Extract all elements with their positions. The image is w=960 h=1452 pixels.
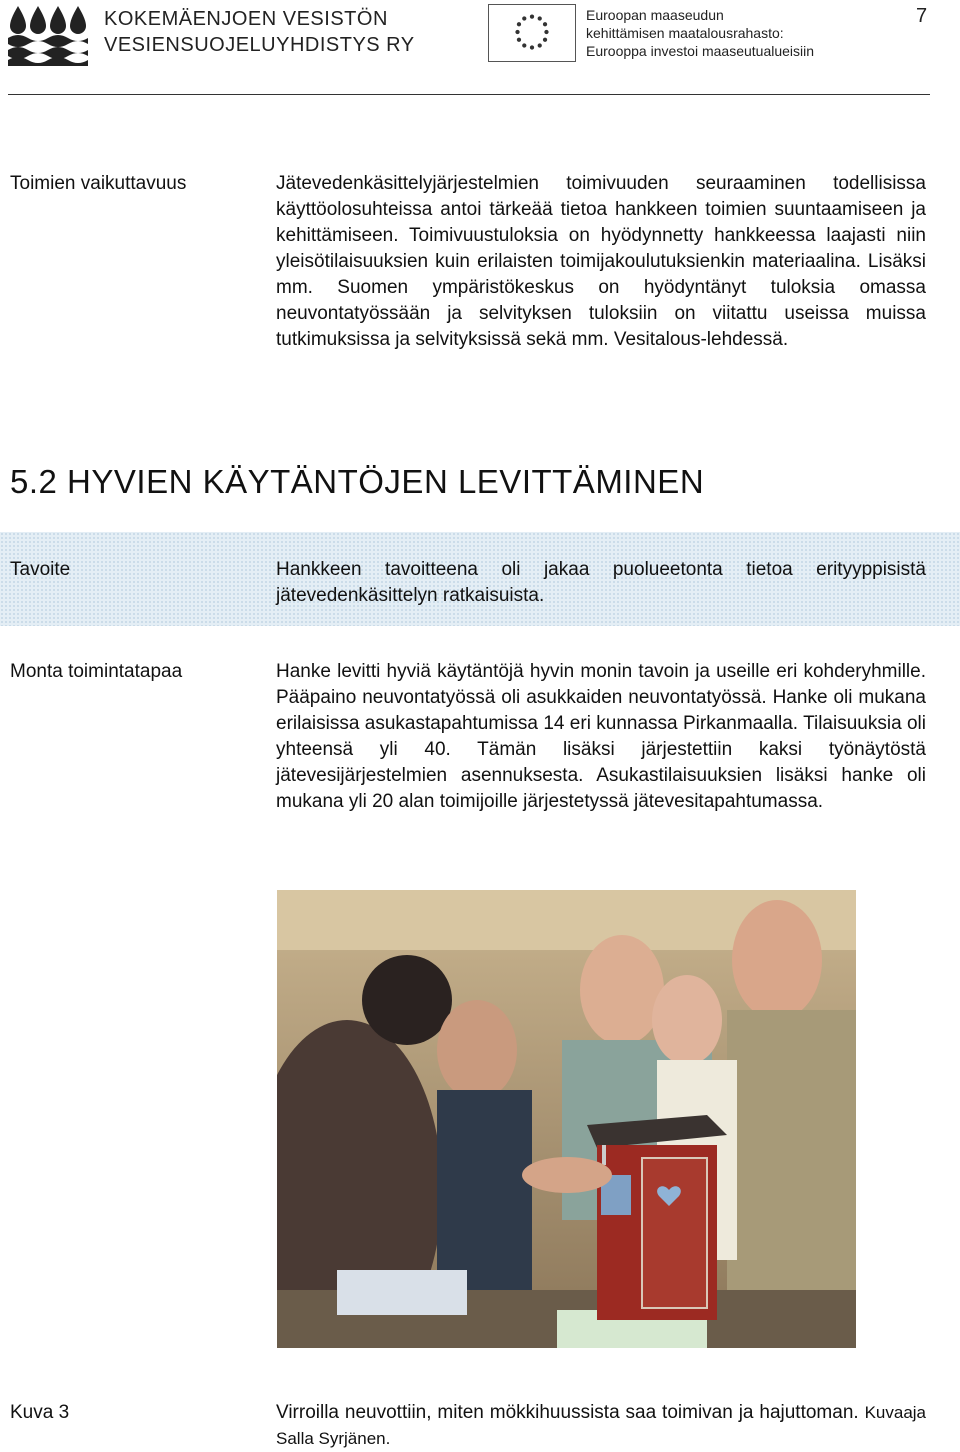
figure-caption-text: Virroilla neuvottiin, miten mökkihuussista saa toimivan ja hajuttoman. [276, 1402, 859, 1423]
photo-illustration [277, 890, 856, 1348]
eu-funding-line3: Eurooppa investoi maaseutualueisiin [586, 43, 815, 59]
figure-caption [276, 1400, 926, 1452]
goal-paragraph: Hankkeen tavoitteena oli jakaa puolueetonta tietoa erityyppisistä jätevedenkäsittelyn ratkaisuista. [276, 559, 926, 606]
photo-credit: Kuvaaja Salla Syrjänen. [276, 1403, 927, 1448]
page-number: 7 [916, 5, 928, 27]
effectiveness-paragraph: Jätevedenkäsittelyjärjestelmien toimivuuden seuraaminen todellisissa käyttöolosuhteissa antoi tärkeää tietoa hankkeen toimien suuntaamiseen ja kehittämiseen. Toimivuustuloksia on hyödynnetty hankkeessa laajasti niin yleisötilaisuuksien kuin erilaisten toimijakoulutuksienkin materiaalina. Lisäksi mm. Suomen ympäristökeskus on hyödyntänyt tuloksia omassa neuvontatyössään ja selvityksen tuloksiin on viitattu useissa muissa tutkimuksissa ja selvityksissä sekä mm. Vesitalous-lehdessä. [276, 173, 926, 350]
methods-label: Monta toimintatapaa [10, 661, 183, 682]
eu-funding-line2: kehittämisen maatalousrahasto: [586, 25, 784, 41]
organization-name-line1: KOKEMÄENJOEN VESISTÖN [104, 8, 388, 30]
effectiveness-label: Toimien vaikuttavuus [10, 173, 187, 194]
eu-funding-text [586, 6, 814, 60]
photo-outhouse-demonstration [277, 890, 856, 1348]
header-divider [8, 94, 930, 95]
methods-paragraph: Hanke levitti hyviä käytäntöjä hyvin monin tavoin ja useille eri kohderyhmille. Pääpaino neuvontatyössä oli asukkaiden neuvontatyössä. Hanke oli mukana erilaisissa asukastapahtumissa 14 eri kunnassa Pirkanmaalla. Tilaisuuksia oli yhteensä yli 40. Tämän lisäksi järjestettiin kaksi työnäytöstä jätevesijärjestelmien asennuksesta. Asukastilaisuuksien lisäksi hanke oli mukana yli 20 alan toimijoille järjestetyssä jätevesitapahtumassa. [276, 661, 926, 812]
eu-funding-line1: Euroopan maaseudun [586, 7, 724, 23]
organization-name [104, 6, 415, 58]
eu-flag-logo [488, 4, 576, 62]
figure-label: Kuva 3 [10, 1402, 70, 1423]
section-heading: 5.2 HYVIEN KÄYTÄNTÖJEN LEVITTÄMINEN [10, 463, 705, 500]
organization-name-line2: VESIENSUOJELUYHDISTYS RY [104, 34, 415, 56]
goal-label: Tavoite [10, 559, 71, 580]
association-logo [8, 4, 88, 66]
